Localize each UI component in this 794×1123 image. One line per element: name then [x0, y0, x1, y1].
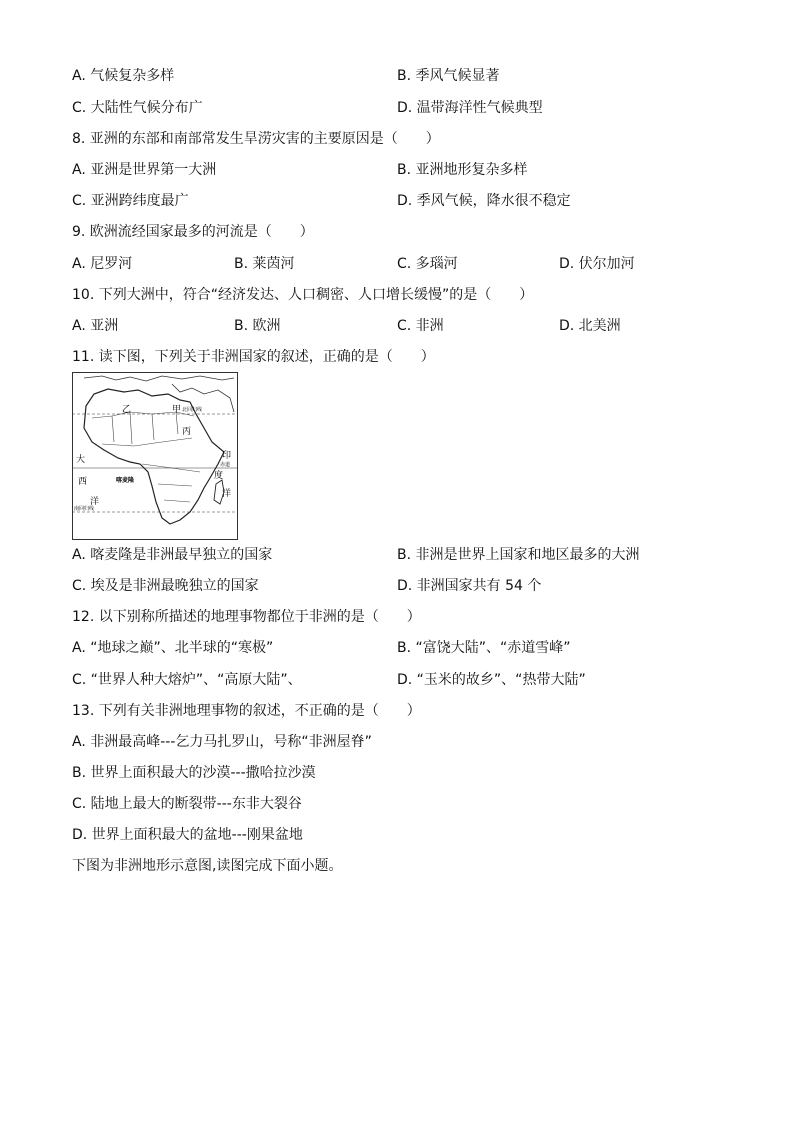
q8-option-a: A. 亚洲是世界第一大洲 — [72, 162, 217, 178]
map-label-yang2: 洋 — [222, 489, 232, 499]
q9-option-c: C. 多瑙河 — [397, 256, 458, 272]
map-label-equator: 赤道 — [220, 462, 231, 468]
q7-option-a: A. 气候复杂多样 — [72, 68, 175, 84]
q7-option-c: C. 大陆性气候分布广 — [72, 100, 203, 116]
q12-stem: 12. 以下别称所描述的地理事物都位于非洲的是（ ） — [72, 609, 421, 625]
q13-option-b: B. 世界上面积最大的沙漠---撒哈拉沙漠 — [72, 765, 316, 781]
q11-option-a: A. 喀麦隆是非洲最早独立的国家 — [72, 547, 273, 563]
q11-option-d: D. 非洲国家共有 54 个 — [397, 578, 542, 594]
q11-option-c: C. 埃及是非洲最晚独立的国家 — [72, 578, 259, 594]
q8-option-b: B. 亚洲地形复杂多样 — [397, 162, 528, 178]
q10-option-b: B. 欧洲 — [234, 318, 281, 334]
map-label-yin: 印 — [222, 451, 232, 461]
q12-option-b: B. “富饶大陆”、“赤道雪峰” — [397, 640, 571, 656]
q9-option-a: A. 尼罗河 — [72, 256, 133, 272]
map-label-bing: 丙 — [182, 427, 192, 437]
q12-option-d: D. “玉米的故乡”、“热带大陆” — [397, 672, 586, 688]
q10-option-c: C. 非洲 — [397, 318, 444, 334]
q13-stem: 13. 下列有关非洲地理事物的叙述，不正确的是（ ） — [72, 703, 421, 719]
q9-option-b: B. 莱茵河 — [234, 256, 295, 272]
q7-option-d: D. 温带海洋性气候典型 — [397, 100, 543, 116]
map-label-yi: 乙 — [122, 405, 132, 415]
q9-stem: 9. 欧洲流经国家最多的河流是（ ） — [72, 224, 314, 240]
map-label-xi: 西 — [78, 477, 88, 487]
map-label-tropic-n: 北回归线 — [182, 407, 203, 413]
q8-option-c: C. 亚洲跨纬度最广 — [72, 193, 189, 209]
map-label-du: 度 — [214, 471, 224, 481]
map-label-jia: 甲 — [172, 405, 182, 415]
figure-intro-text: 下图为非洲地形示意图,读图完成下面小题。 — [72, 858, 343, 874]
map-label-da: 大 — [76, 455, 86, 465]
map-label-yang: 洋 — [90, 497, 100, 507]
q12-option-a: A. “地球之巅”、北半球的“寒极” — [72, 640, 274, 656]
africa-political-map — [72, 372, 238, 540]
q10-option-d: D. 北美洲 — [559, 318, 621, 334]
q11-stem: 11. 读下图，下列关于非洲国家的叙述，正确的是（ ） — [72, 349, 435, 365]
q12-option-c: C. “世界人种大熔炉”、“高原大陆”、 — [72, 672, 302, 688]
q13-option-c: C. 陆地上最大的断裂带---东非大裂谷 — [72, 796, 302, 812]
q13-option-a: A. 非洲最高峰---乞力马扎罗山，号称“非洲屋脊” — [72, 734, 372, 750]
q9-option-d: D. 伏尔加河 — [559, 256, 635, 272]
map-label-cameroon: 喀麦隆 — [116, 477, 135, 484]
q10-option-a: A. 亚洲 — [72, 318, 119, 334]
map-label-tropic-s: 南回归线 — [74, 506, 95, 512]
q8-stem: 8. 亚洲的东部和南部常发生旱涝灾害的主要原因是（ ） — [72, 131, 440, 147]
q8-option-d: D. 季风气候，降水很不稳定 — [397, 193, 571, 209]
q10-stem: 10. 下列大洲中，符合“经济发达、人口稠密、人口增长缓慢”的是（ ） — [72, 287, 534, 303]
q13-option-d: D. 世界上面积最大的盆地---刚果盆地 — [72, 827, 303, 843]
q11-option-b: B. 非洲是世界上国家和地区最多的大洲 — [397, 547, 640, 563]
q7-option-b: B. 季风气候显著 — [397, 68, 500, 84]
